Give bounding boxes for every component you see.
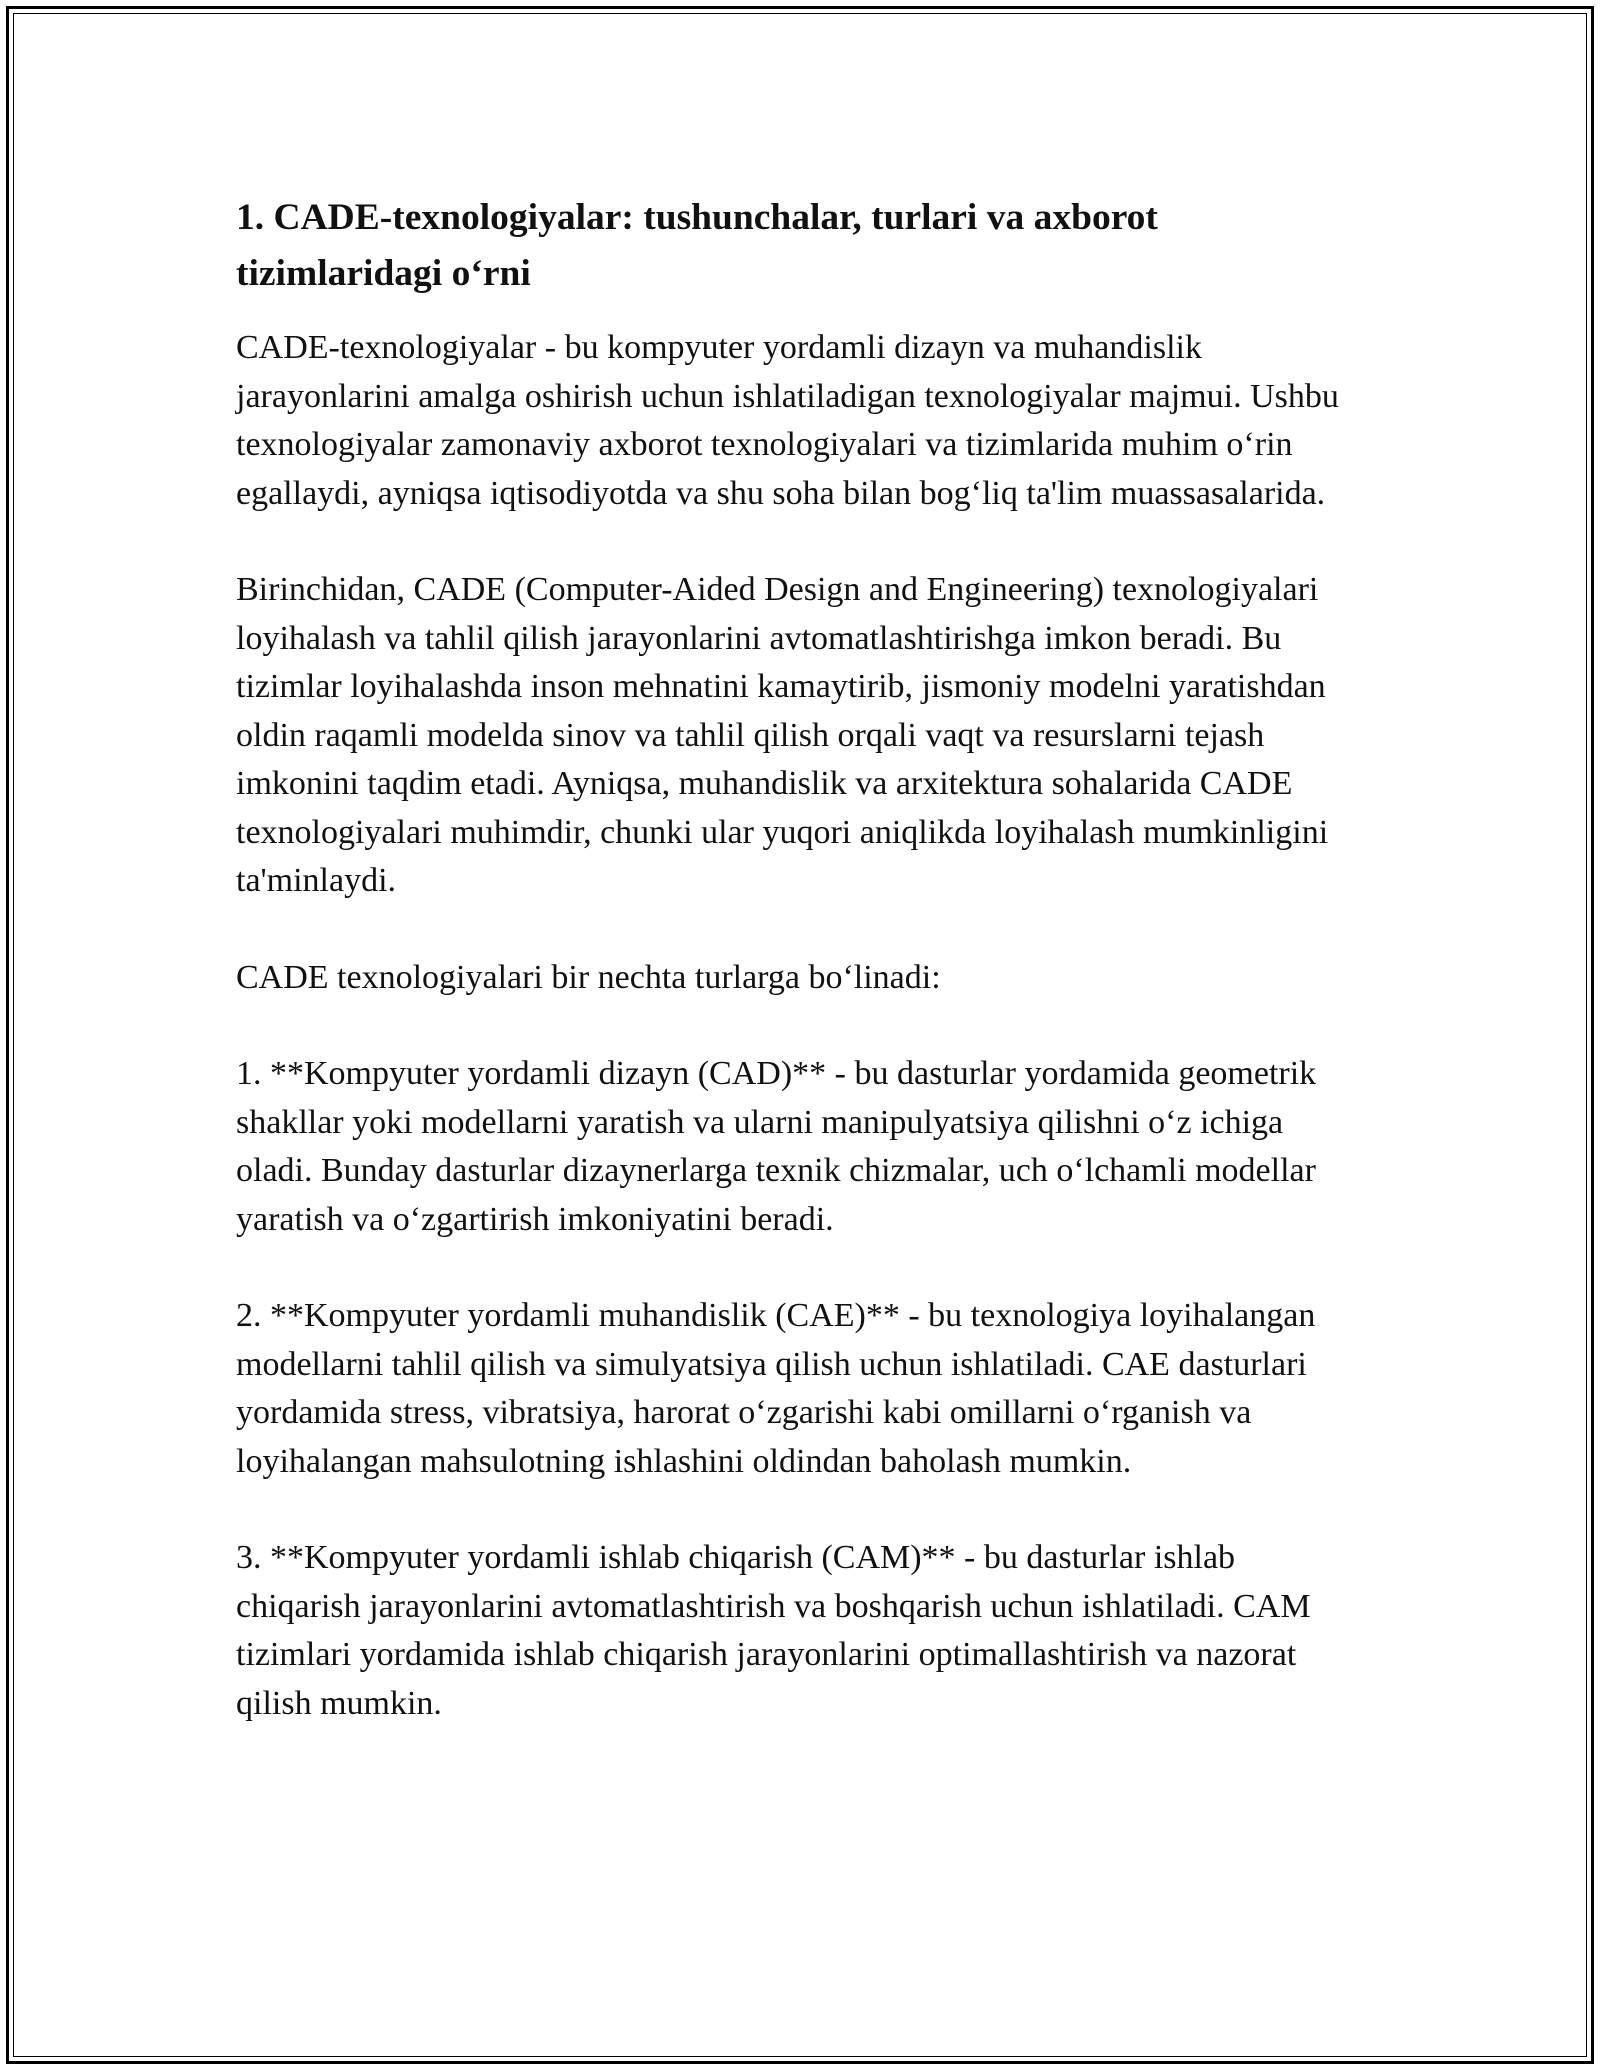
list-item-cad: 1. **Kompyuter yordamli dizayn (CAD)** - bu dasturlar yordamida geometrik shakllar yoki modellarni yaratish va ularni manipulyatsiya qilishni o‘z ichiga oladi. Bunday dasturlar dizaynerlarga texnik chizmalar, uch o‘lchamli modellar yaratish va o‘zgartirish imkoniyatini beradi. bbox=[236, 1055, 1317, 1238]
paragraph-types-intro: CADE texnologiyalari bir nechta turlarga bo‘linadi: bbox=[236, 958, 941, 996]
spacer bbox=[236, 1244, 1366, 1292]
spacer bbox=[236, 518, 1366, 566]
list-item-cam: 3. **Kompyuter yordamli ishlab chiqarish (CAM)** - bu dasturlar ishlab chiqarish jarayonlarini avtomatlashtirish va boshqarish uchun ishlatiladi. CAM tizimlari yordamida ishlab chiqarish jarayonlarini optimallashtirish va nazorat qilish mumkin. bbox=[236, 1539, 1311, 1722]
document-title: 1. CADE-texnologiyalar: tushunchalar, turlari va axborot tizimlaridagi o‘rni bbox=[236, 197, 1158, 294]
paragraph-introduction: CADE-texnologiyalar - bu kompyuter yordamli dizayn va muhandislik jarayonlarini amalga oshirish uchun ishlatiladigan texnologiyalar majmui. Ushbu texnologiyalar zamonaviy axborot texnologiyalari va tizimlarida muhim o‘rin egallaydi, ayniqsa iqtisodiyotda va shu soha bilan bog‘liq ta'lim muassasalarida. bbox=[236, 329, 1339, 512]
document-body bbox=[236, 190, 1366, 1728]
spacer bbox=[236, 906, 1366, 954]
spacer bbox=[236, 302, 1366, 324]
paragraph-first-point: Birinchidan, CADE (Computer-Aided Design and Engineering) texnologiyalari loyihalash va tahlil qilish jarayonlarini avtomatlashtirishga imkon beradi. Bu tizimlar loyihalashda inson mehnatini kamaytirib, jismoniy modelni yaratishdan oldin raqamli modelda sinov va tahlil qilish orqali vaqt va resurslarni tejash imkonini taqdim etadi. Ayniqsa, muhandislik va arxitektura sohalarida CADE texnologiyalari muhimdir, chunki ular yuqori aniqlikda loyihalash mumkinligini ta'minlaydi. bbox=[236, 571, 1329, 899]
spacer bbox=[236, 1002, 1366, 1050]
spacer bbox=[236, 1486, 1366, 1534]
list-item-cae: 2. **Kompyuter yordamli muhandislik (CAE)** - bu texnologiya loyihalangan modellarni tahlil qilish va simulyatsiya qilish uchun ishlatiladi. CAE dasturlari yordamida stress, vibratsiya, harorat o‘zgarishi kabi omillarni o‘rganish va loyihalangan mahsulotning ishlashini oldindan baholash mumkin. bbox=[236, 1297, 1316, 1480]
